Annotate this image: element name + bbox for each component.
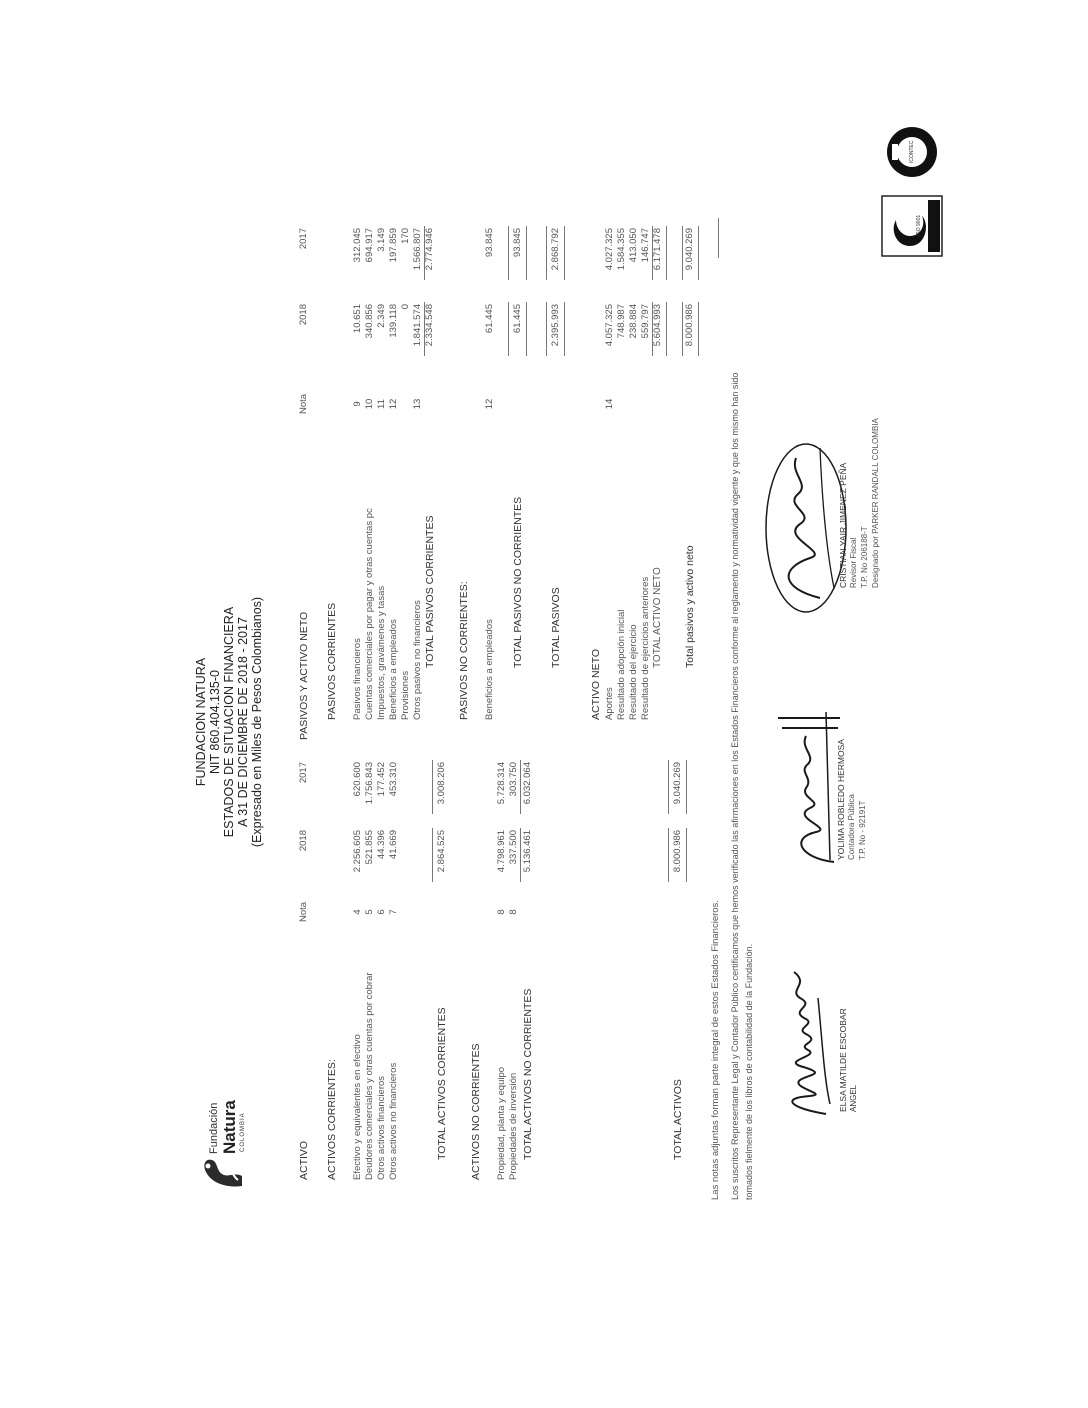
signatory-name: CRISTIAN YAIR JIMENEZ PEÑA [838, 462, 848, 588]
divider [520, 760, 521, 814]
signature-fiscal-auditor [760, 438, 850, 618]
certification-badge-icon [880, 194, 944, 258]
signature-legal-rep [770, 968, 840, 1118]
liab-2017-header: 2017 [298, 228, 309, 250]
signatory-title: ANGEL [849, 1084, 858, 1112]
liab-2018-header: 2018 [298, 304, 309, 326]
org-nit: NIT 860.404.135-0 [208, 670, 222, 775]
assets-nota-header: Nota [298, 901, 309, 922]
divider [520, 828, 521, 882]
divider [526, 302, 527, 356]
fundacion-natura-logo [190, 1100, 280, 1190]
divider [666, 226, 667, 280]
notes-line2: Los suscritos Representante Legal y Contador Público certificamos que hemos verificado las afirmaciones en los Estados Financieros conforme al reglamento y normatividad vigente y que los mismo han sido [730, 372, 740, 1200]
logo-line3: COLOMBIA [240, 1112, 246, 1152]
divider [546, 302, 547, 356]
divider [546, 226, 547, 280]
signatory-name: ELSA MATILDE ESCOBAR [838, 1008, 848, 1112]
statement-date: A 31 DE DICIEMBRE DE 2018 - 2017 [236, 617, 250, 827]
divider [668, 760, 669, 814]
statement-unit: (Expresado en Miles de Pesos Colombianos) [250, 596, 264, 848]
signatory-title: Contadora Pública [847, 794, 856, 860]
liab-current-heading: PASIVOS CORRIENTES [326, 602, 338, 720]
divider [686, 828, 687, 882]
liab-noncurrent-heading: PASIVOS NO CORRIENTES: [458, 581, 470, 720]
signatory-name: YOLIMA ROBLEDO HERMOSA [836, 739, 846, 860]
notes-line1: Las notas adjuntas forman parte integral de estos Estados Financieros. [710, 900, 721, 1200]
cert-label: ISO 9001 [916, 214, 922, 236]
divider [432, 828, 433, 882]
divider [682, 302, 683, 356]
divider [564, 302, 565, 356]
divider [682, 226, 683, 280]
liab-nota-header: Nota [298, 393, 309, 414]
org-name: FUNDACION NATURA [194, 657, 208, 787]
signatory-license: T.P. No - 92191T [858, 800, 867, 860]
equity-heading: ACTIVO NETO [590, 649, 602, 720]
divider [686, 760, 687, 814]
logo-line2: Natura [220, 1100, 239, 1154]
divider [698, 302, 699, 356]
divider [666, 302, 667, 356]
divider [668, 828, 669, 882]
assets-noncurrent-heading: ACTIVOS NO CORRIENTES [470, 1043, 482, 1180]
divider [508, 226, 509, 280]
signatory-title: Revisor Fiscal [849, 537, 858, 588]
statement-sheet: Fundación Natura COLOMBIA FUNDACION NATURA NIT 860.404.135-0 ESTADOS DE SITUACION FINANCIERA A 31 DE DICIEMBRE DE 2018 - 2017 (Expresado en Miles de Pesos Colombianos) ACTIVO Nota 2018 2017 PASIVOS Y ACTIVO NETO Nota 2018 2017 ACTIVOS CORRIENTES: Efectivo y equivalentes en efectivo 4 2.256.605 620.600 Deudores comerciales y otras cuentas por cobrar 5 521.855 1.756.843 Otros activos financieros 6 44.396 177.452 Otros activos no financieros 7 41.669 453.310 TOTAL ACTIVOS CORRIENTES 2.864.525 3.008.206 ACTIVOS NO CORRIENTES Propiedad, planta y equipo 8 4.798.961 5.728.314 Propiedades de inversión 8 337.500 303.750 TOTAL ACTIVOS NO CORRIENTES 5.136.461 6.032.064 TOTAL ACTIVOS 8.000.986 9.040.269 PASIVOS CORRIENTES Pasivos financieros 9 10.651 312.045 Cuentas comerciales por pagar y otras cuentas pc 10 340.856 694.917 Impuestos, gravámenes y tasas 11 2.349 3.149 Beneficios a empleados 12 139.118 197.859 Provisiones 0 170 Otros pasivos no financieros 13 1.841.574 1.566.807 TOTAL PASIVOS CORRIENTES 2.334.548 2.774.946 PASIVOS NO CORRIENTES: Beneficios a empleados 12 61.445 93.845 TOTAL PASIVOS NO CORRIENTES 61.445 93.845 TOTAL PASIVOS 2.395.993 2.868.792 ACTIVO NETO Aportes 14 4.057.325 4.027.325 Resultado adopción inicial 748.987 1.584.355 Resultado del ejercicio 238.884 413.050 Resultado de ejercicios anteriores 559.797 146.747 TOTAL ACTIVO NETO 5.604.993 6.171.478 Total pasivos y activo neto 8.000.986 9.040.269 Las notas adjuntas forman parte integral de estos Estados Financieros. Los suscritos Representante Legal y Contador Público certificamos que hemos verificado las afirmaciones en los Estados Financieros conforme al reglamento y normatividad vigente y que los mismo han sido tomados fielmente de los libros de contabilidad de la Fundación. ELSA MATILDE ESCOBAR ANGEL YOLIMA ROBLEDO HERMOSA Contadora Pública T.P. No - 92191T CRISTIAN YAIR JIMENEZ PEÑA Revisor Fiscal T.P. No 206188-T Designado por PARKER RANDALL COLOMBIA ISO 9001 ICONTEC [0, 0, 1088, 1408]
assets-current-heading: ACTIVOS CORRIENTES: [326, 1059, 338, 1180]
divider [698, 226, 699, 280]
assets-2018-header: 2018 [298, 830, 309, 852]
divider [508, 302, 509, 356]
assets-heading: ACTIVO [298, 1140, 310, 1180]
signatory-firm: Designado por PARKER RANDALL COLOMBIA [871, 418, 880, 588]
liabilities-heading: PASIVOS Y ACTIVO NETO [298, 611, 310, 740]
statement-title: ESTADOS DE SITUACION FINANCIERA [222, 606, 236, 838]
notes-line3: tomados fielmente de los libros de contabilidad de la Fundación. [744, 943, 754, 1200]
logo-emblem-icon [198, 1156, 248, 1190]
divider [526, 226, 527, 280]
divider [432, 760, 433, 814]
cert-label: ICONTEC [909, 140, 915, 163]
iso-9001-cert-logo [880, 194, 944, 258]
logo-line1: Fundación [208, 1102, 220, 1154]
divider [564, 226, 565, 280]
icontec-cert-logo [884, 124, 940, 180]
divider [718, 218, 719, 258]
assets-2017-header: 2017 [298, 762, 309, 784]
signatory-license: T.P. No 206188-T [860, 526, 869, 588]
